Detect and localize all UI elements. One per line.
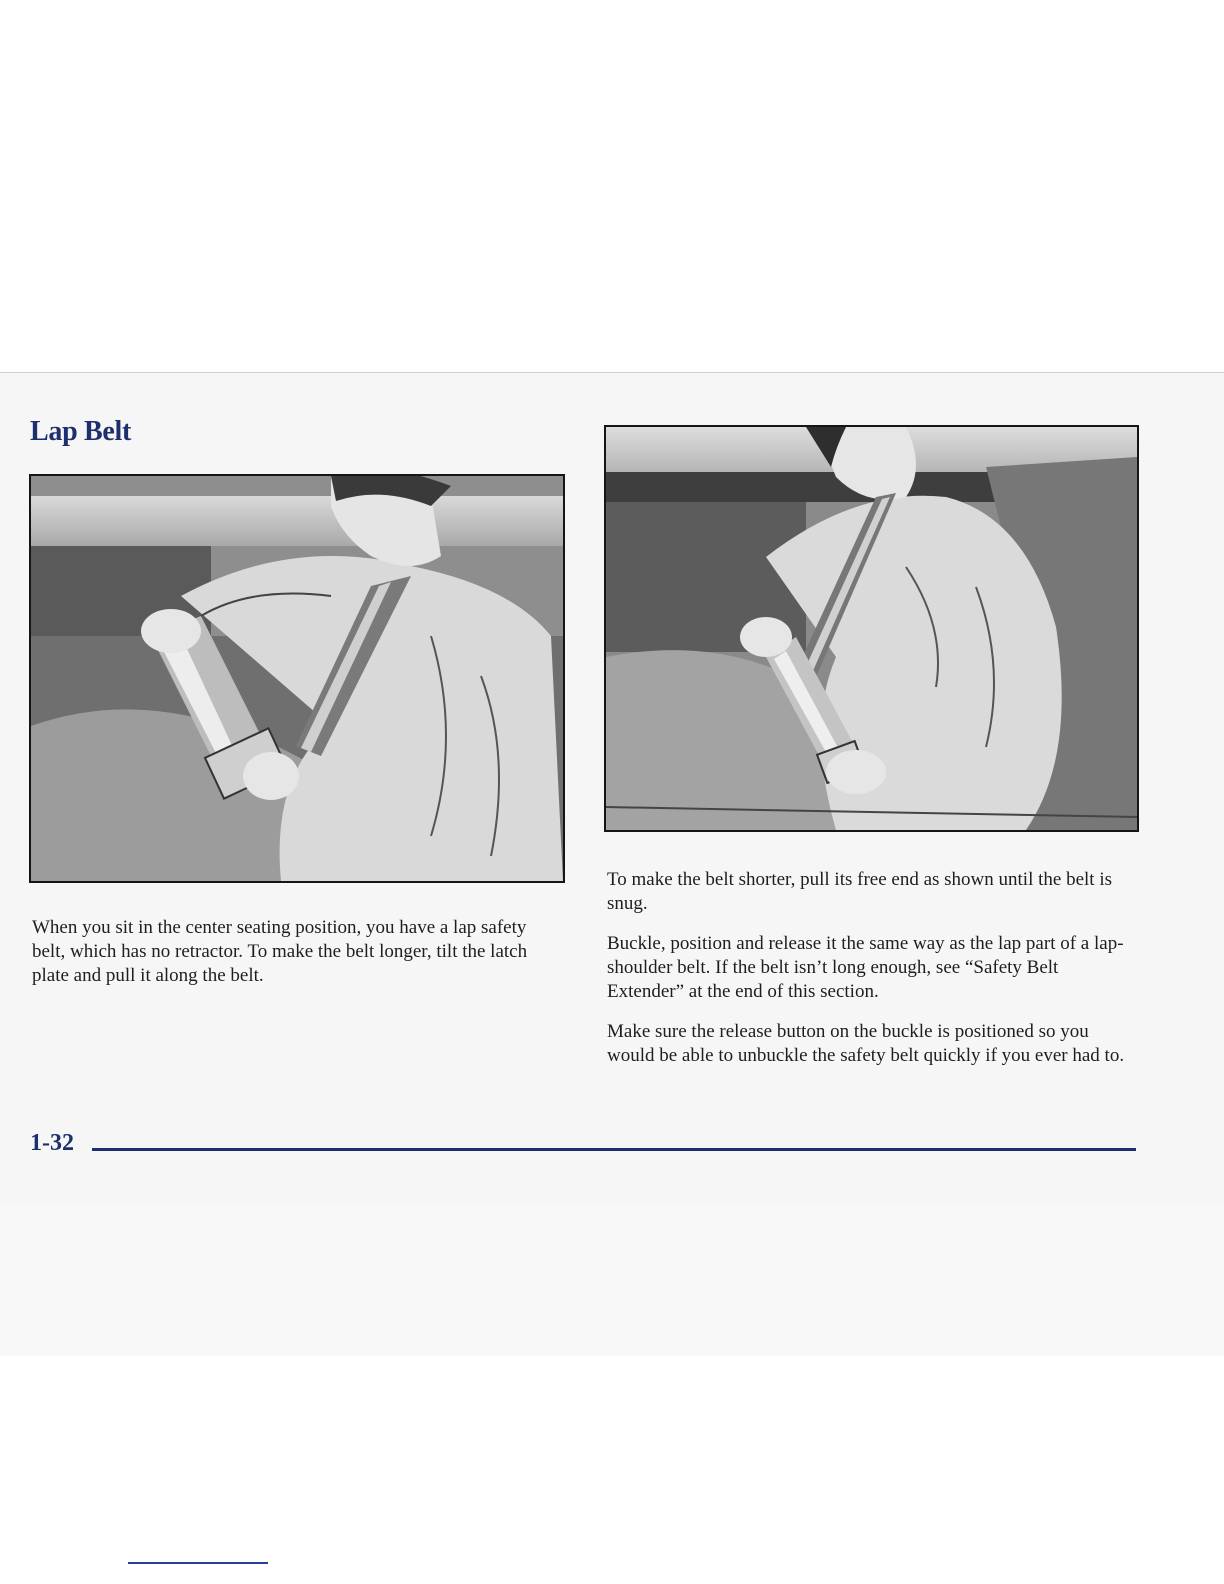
center-seat-paragraph: When you sit in the center seating position, you have a lap safety belt, which has no retractor. To make the belt longer, tilt the latch plate and pull it along the belt. bbox=[32, 917, 528, 986]
section-heading: Lap Belt bbox=[30, 416, 132, 447]
top-margin bbox=[0, 0, 1224, 372]
man-pulling-free-end-illustration bbox=[604, 425, 1139, 832]
shorten-belt-paragraph: To make the belt shorter, pull its free end as shown until the belt is snug. bbox=[607, 869, 1112, 914]
release-button-paragraph: Make sure the release button on the buckle is positioned so you would be able to unbuckle the safety belt quickly if you ever had to. bbox=[607, 1021, 1125, 1066]
buckle-position-paragraph: Buckle, position and release it the same way as the lap part of a lap-shoulder belt. If the belt isn’t long enough, see “Safety Belt Extender” at the end of this section. bbox=[607, 933, 1124, 1002]
bottom-link-underline bbox=[128, 1562, 268, 1564]
bottom-margin bbox=[0, 1206, 1224, 1356]
man-tilting-latch-plate-illustration bbox=[29, 474, 565, 883]
page-number: 1-32 bbox=[30, 1130, 74, 1156]
footer-rule bbox=[92, 1148, 1136, 1151]
